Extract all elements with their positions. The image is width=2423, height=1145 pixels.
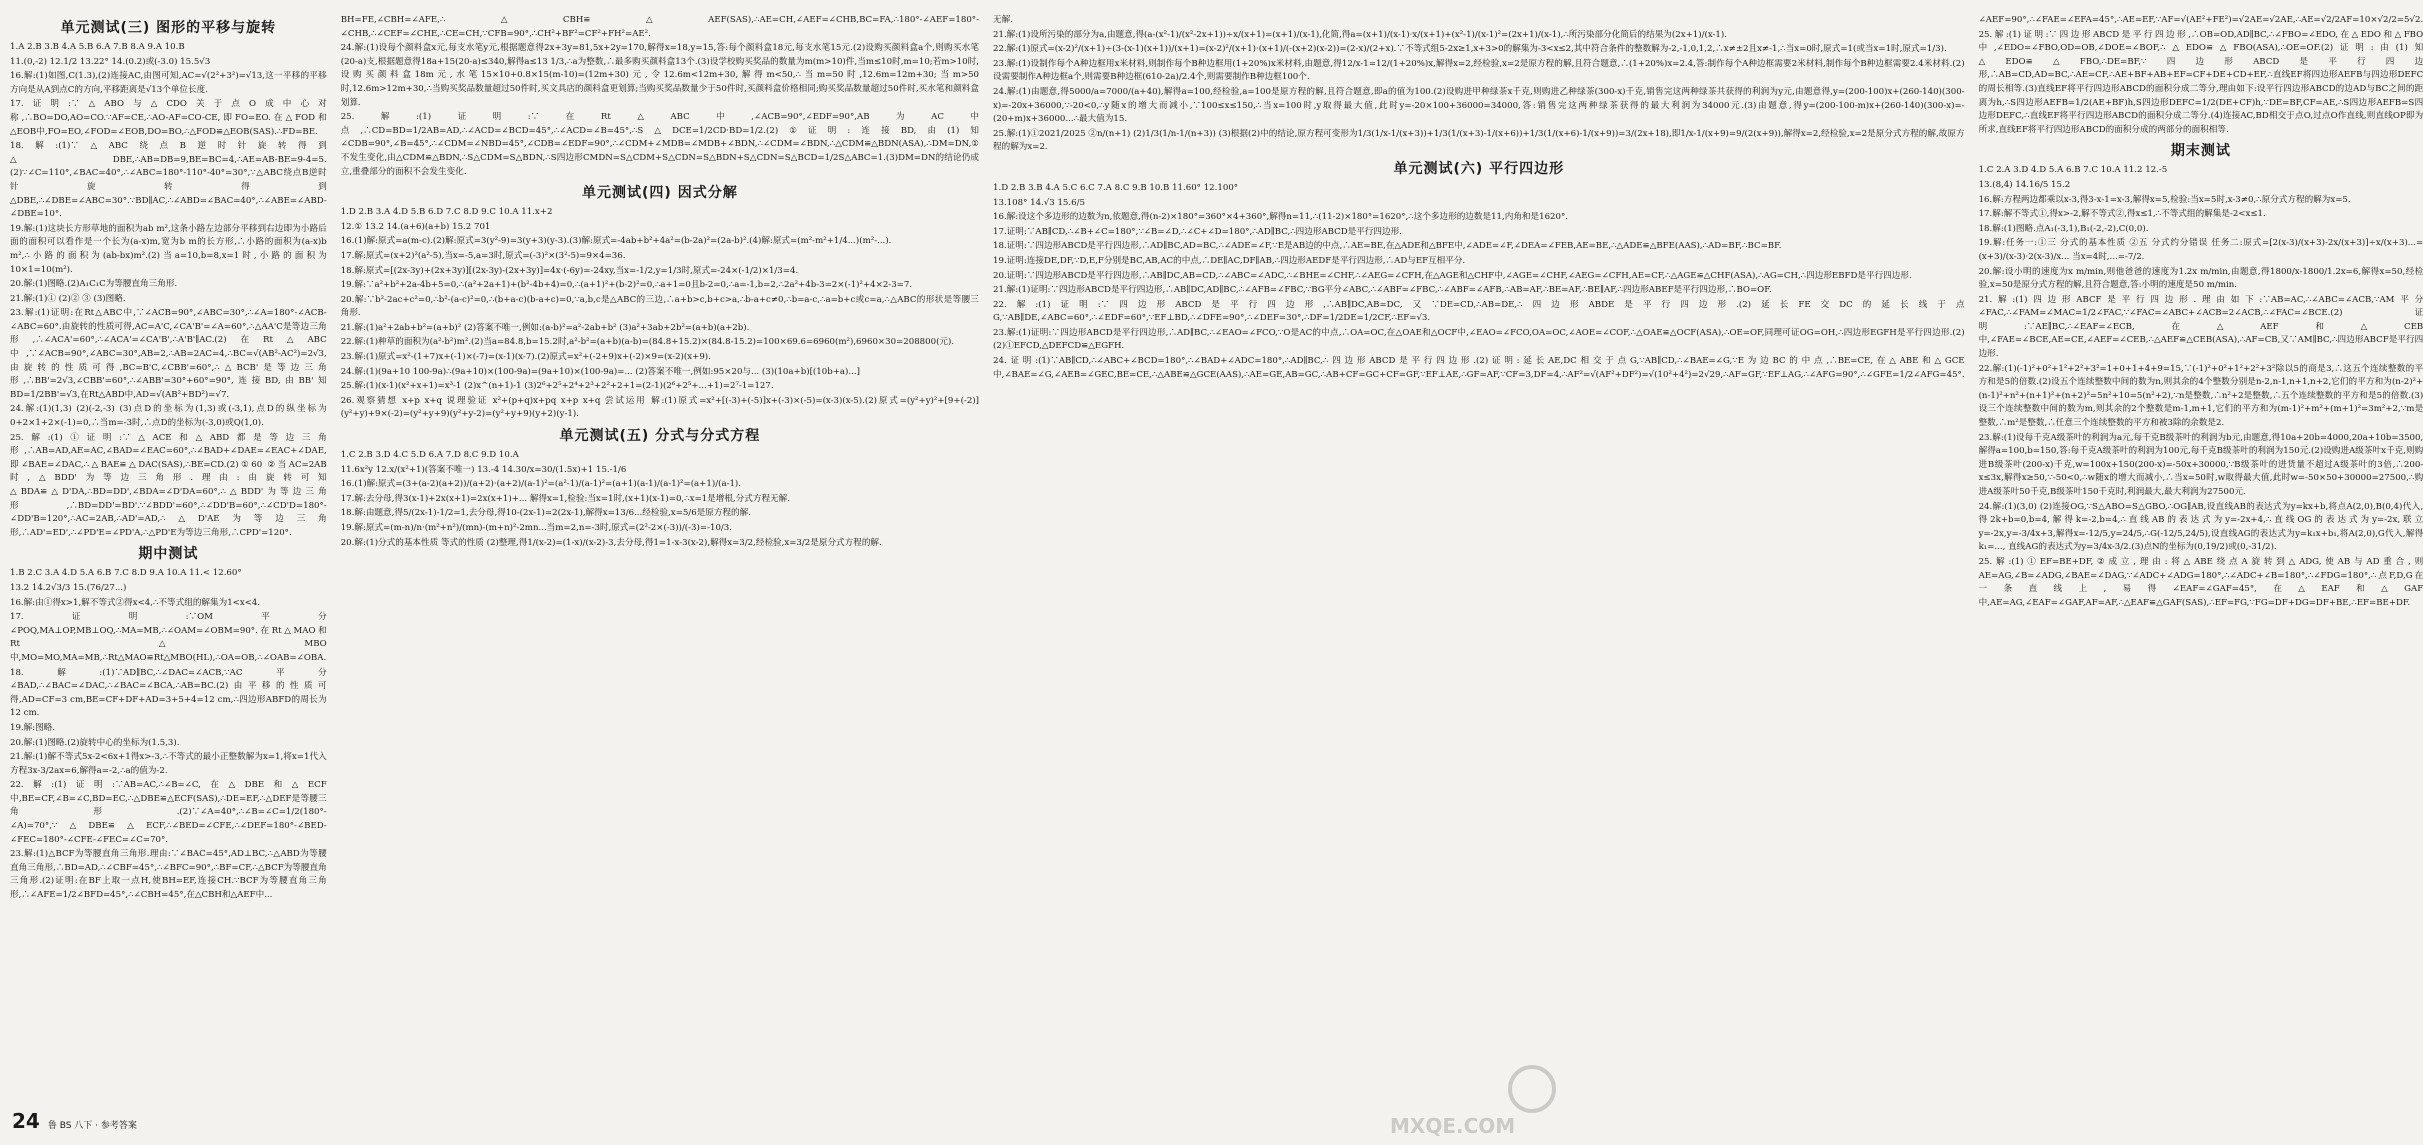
answer-paragraph: 20.解:∵b²-2ac+c²=0,∴b²-(a-c)²=0,∴(b+a-c)(b-a+c)=0,∵a,b,c是△ABC的三边,∴a+b>c,b+c>a,∴b-a+c≠0,∴b=a-c,∴a=b+c或c=a,∴△ABC的形状是等腰三角形. [340,294,980,319]
page-number: 24 [12,1109,40,1133]
answer-paragraph: 19.解:∵a²+b²+2a-4b+5=0,∴(a²+2a+1)+(b²-4b+4)=0,∴(a+1)²+(b-2)²=0,∴a+1=0且b-2=0,∴a=-1,b=2,∴2a²+4b-3=2×(-1)²+4×2-3=7. [340,280,913,291]
column-3 [993,14,1965,1145]
answer-paragraph: 16.(1)解:原式=(3+(a-2)(a+2))/(a+2)·(a+2)/(a-1)²=(a²-1)/(a-1)²=(a+1)(a-1)/(a-1)²=(a+1)/(a-1). [340,479,742,490]
answer-paragraph: 17.证明:∵△ABO与△CDO关于点O成中心对称,∴BO=DO,AO=CO.∵AF=CE,∴AO-AF=CO-CE,即FO=EO.在△FOD和△EOB中,FO=EO,∠FOD=∠EOB,DO=BO,∴△FOD≌△EOB(SAS).∴FD=BE. [10,99,327,137]
answer-paragraph: 23.解:(1)证明:∵四边形ABCD是平行四边形,∴AD∥BC,∴∠EAO=∠FCO,∵O是AC的中点,∴OA=OC,在△OAE和△OCF中,∠EAO=∠FCO,OA=OC,∠AOE=∠COF,∴△OAE≌△OCF(ASA),∴OE=OF,同理可证OG=OH,∴四边形EGFH是平行四边形.(2)(2)①EFCD,△DEFCD≌△EGFH. [993,327,1965,352]
answer-paragraph: 25.解:(1)①2021/2025 ②n/(n+1) (2)1/3(1/n-1/(n+3)) (3)根据(2)中的结论,原方程可变形为1/3(1/x-1/(x+3))+1/3(1/(x+3)-1/(x+6))+1/3(1/(x+6)-1/(x+9))=3/(2x+18),即1/x-1/(x+9)=9/(2(x+9)),解得x=2,经检验,x=2是原分式方程的解,故原方程的解为x=2. [993,128,1965,153]
answer-paragraph: 19.证明:连接DE,DF,∵D,E,F分别是BC,AB,AC的中点,∴DE∥AC,DF∥AB,∴四边形AEDF是平行四边形,∴AD与EF互相平分. [993,255,1466,266]
answer-paragraph: 23.解:(1)设制作每个A种边框用x米材料,则制作每个B种边框用(1+20%)x米材料,由题意,得12/x-1=12/(1+20%)x,解得x=2,经检验,x=2是原方程的解,且符合题意,∴(1+20%)x=2.4,答:制作每个A种边框需要2米材料,制作每个B种边框需要2.4米材料.(2)设需要制作A种边框a个,则需要B种边框(610-2a)/2.4个,则需要制作B种边框100个. [993,58,1965,83]
watermark-domain: MXQE.COM [1390,1114,1516,1138]
answer-paragraph: 无解. [993,15,1013,25]
answer-paragraph: 17.证明:∵OM平分∠POQ,MA⊥OP,MB⊥OQ,∴MA=MB,∴∠OAM=∠OBM=90°.在Rt△MAO和Rt△MBO中,MO=MO,MA=MB,∴Rt△MAO≌Rt△MBO(HL),∴OA=OB,∴∠OAB=∠OBA. [10,612,327,663]
answer-paragraph: 11.(0,-2) 12.1/2 13.22° 14.(0.2)或(-3.0) 15.5√3 [10,56,211,67]
answer-paragraph: 23.解:(1)△BCF为等腰直角三角形.理由:∵∠BAC=45°,AD⊥BC,∴△ABD为等腰直角三角形,∴BD=AD,∴∠CBF=45°,∴∠BFC=90°,∴BF=CF,∴△BCF为等腰直角三角形.(2)证明:在BF上取一点H,使BH=EF,连接CH.∵BCF为等腰直角三角形,∴∠AFE=1/2∠BFD=45°,∴∠CBH=45°,在△CBH和△AEF中... [10,849,327,901]
section-heading: 期末测试 [2170,143,2231,160]
answer-paragraph: 18.解:(1)∵AD∥BC,∴∠DAC=∠ACB,∵AC平分∠BAD,∴∠BAC=∠DAC,∴∠BAC=∠BCA,∴AB=BC.(2)由平移的性质可得,AD=CF=3 cm,BE=CF+DF+AD=3+5+4=12 cm,∴四边形ABFD的周长为12 cm. [10,667,327,719]
answer-paragraph: 16.解:方程两边都乘以x-3,得3-x-1=x-3,解得x=5,检验:当x=5时,x-3≠0,∴原分式方程的解为x=5. [1978,194,2351,205]
answer-paragraph: 1.A 2.B 3.B 4.A 5.B 6.A 7.B 8.A 9.A 10.B [10,42,185,52]
column-2 [341,14,979,1145]
answer-paragraph: 18.解:原式=[(2x-3y)+(2x+3y)][(2x-3y)-(2x+3y)]=4x·(-6y)=-24xy,当x=-1/2,y=1/3时,原式=-24×(-1/2)×1/3=4. [340,265,799,276]
answer-paragraph: 19.解:图略. [10,722,56,733]
answer-paragraph: 21.解:(1)a²+2ab+b²=(a+b)² (2)答案不唯一,例如:(a-b)²=a²-2ab+b² (3)a²+3ab+2b²=(a+b)(a+2b). [340,322,750,333]
answer-paragraph: 1.D 2.B 3.A 4.D 5.B 6.D 7.C 8.D 9.C 10.A 11.x+2 [340,207,553,218]
answer-paragraph: 24.解:(1)(3,0) (2)连接OG,∵S△ABO=S△GBO,∴OG∥AB,设直线AB的表达式为y=kx+b,将点A(2,0),B(0,4)代入,得2k+b=0,b=4,解得k=-2,b=4,∴直线AB的表达式为y=-2x+4,∴直线OG的表达式为y=-2x,联立y=-2x,y=-3/4x+3,解得x=-12/5,y=24/5,∴G(-12/5,24/5),设直线AG的表达式为y=k₁x+b₁,将A(2,0),G代入,解得k₁=..., 直线AG的表达式为y=3/4x-3/2.(3)点N的坐标为(0,19/2)或(0,-31/2). [1978,501,2423,553]
answer-paragraph: 19.解:任务一:①三 分式的基本性质 ②五 分式约分错误 任务二:原式=[2(x-3)/(x+3)-2x/(x+3)]÷x/(x+3)...=(x+3)/(x-3)·2(x-3)/x... 当x=4时,...=-7/2. [1978,238,2423,262]
answer-paragraph: 22.解:(1)(-1)²+0²+1²+2²+3²=1+0+1+4+9=15,∵(-1)²+0²+1²+2²+3²除以5的商是3,∴这五个连续整数的平方和是5的倍数.(2)设五个连续整数中间的数为n,则其余的4个整数分别是n-2,n-1,n+1,n+2,它们的平方和为(n-2)²+(n-1)²+n²+(n+1)²+(n+2)²=5n²+10=5(n²+2),∵n是整数,∴n²+2是整数,∴五个连续整数的平方和是5的倍数.(3)设三个连续整数中间的数为m,则其余的2个整数是m-1,m+1,它们的平方和为(m-1)²+m²+(m+1)²=3m²+2,∵m是整数,∴m²是整数,∴任意三个连续整数的平方和被3除的余数是2. [1978,363,2423,429]
answer-paragraph: 11.6x²y 12.x/(x²+1)(答案不唯一) 13.-4 14.30/x=30/(1.5x)+1 15.-1/6 [340,464,627,475]
answer-paragraph: 24.解:(1)(9a+10 100-9a)∴(9a+10)×(100-9a)=(9a+10)×(100-9a)=... (2)答案不唯一,例如:95×20与... (3)(10a+b)[(10b+a)...] [340,366,860,377]
answer-paragraph: 25.解:(1)证明:∵在Rt△ABC中,∠ACB=90°,∠EDF=90°,AB为AC中点,∴CD=BD=1/2AB=AD,∴∠ACD=∠BCD=45°,∴∠ACD=∠B=45°,∴S△DCE=1/2CD·BD=1/2.(2)①证明:连接BD,由(1)知∠CDB=90°,∠B=45°,∴∠CDM=∠NBD=45°,∠CDB=∠EDF=90°,∴∠CDM+∠MDB=∠MDB+∠BDN,∴∠CDM=∠BDN,∴△CDM≌△BDN(ASA),∴DM=DN,①不发生变化,由△CDM≌△BDN,∴S△CDM=S△BDN,∴S四边形CMDN=S△CDM+S△CDN=S△BDN+S△CDN=S△BCD=1/2S△ABC=1.(3)DM=DN的结论仍成立,重叠部分的面积不会发生变化. [340,112,980,177]
answer-paragraph: 23.解:(1)原式=x²-(1+7)x+(-1)×(-7)=(x-1)(x-7).(2)原式=x²+(-2+9)x+(-2)×9=(x-2)(x+9). [340,352,711,363]
answer-paragraph: 20.解:(1)分式的基本性质 等式的性质 (2)整理,得1/(x-2)=(1-x)/(x-2)-3,去分母,得1=1-x-3(x-2),解得x=3/2,经检验,x=3/2是原分式方程的解. [340,537,882,548]
answer-paragraph: 12.① 13.2 14.(a+6)(a+b) 15.2 701 [340,221,491,232]
answer-paragraph: 19.解:原式=(m-n)/n·(m²+n²)/(mn)-(m+n)²-2mn...当m=2,n=-3时,原式=(2²-2×(-3))/(-3)=-10/3. [340,523,733,533]
answer-paragraph: 26.观察猜想 x+p x+q 说理验证 x²+(p+q)x+pq x+p x+q 尝试运用 解:(1)原式=x²+[(-3)+(-5)]x+(-3)×(-5)=(x-3)(x-5).(2)原式=(y²+y)²+[9+(-2)](y²+y)+9×(-2)=(y²+y+9)(y²+y-2)=(y²+y+9)(y+2)(y-1). [340,395,980,420]
answer-paragraph: 16.解:由①得x>1,解不等式②得x<4,∴不等式组的解集为1<x<4. [10,597,261,608]
answer-paragraph: BH=FE,∠CBH=∠AFE,∴△CBH≌△AEF(SAS),∴AE=CH,∠AEF=∠CHB,BC=FA,∴180°-∠AEF=180°-∠CHB,∴∠CEF=∠CHE,∴CE=CH,∵CFB=90°,∴CH²+BF²=CF²+FH²=AE². [340,15,980,39]
answer-paragraph: 13.108° 14.√3 15.6/5 [993,197,1085,208]
answer-paragraph: 17.证明:∵AB∥CD,∴∠B+∠C=180°,∵∠B=∠D,∴∠C+∠D=180°,∴AD∥BC,∴四边形ABCD是平行四边形. [993,226,1402,237]
answer-paragraph: 25.解:(1)证明:∵四边形ABCD是平行四边形,∴OB=OD,AD∥BC,∴∠FBO=∠EDO,在△EDO和△FBO中,∠EDO=∠FBO,OD=OB,∠DOE=∠BOF,∴△EDO≌△FBO(ASA),∴OE=OF.(2)证明:由(1)知△EDO≌△FBO,∴DE=BF,∵四边形ABCD是平行四边形,∴AB=CD,AD=BC,∴AE=CF,∴AE+BF+AB+EF=CF+DE+CD+EF,∴直线EF将四边形AEFB与四边形DEFC的周长相等.(3)直线EF将平行四边形ABCD的面积分成二等分,理由如下:设平行四边形ABCD的边AD与BC之间的距离为h,∴S四边形AEFB=1/2(AE+BF)h,S四边形DEFC=1/2(DE+CF)h,∵DE=BF,CF=AE,∴S四边形AEFB=S四边形DEFC,∴直线EF将平行四边形ABCD的面积分成二等分.(4)连接AC,BD相交于点O,过点O作直线,则直线OP即为所求,直线EF将平行四边形ABCD的面积分成的两部分的面积相等. [1978,29,2423,135]
answer-paragraph: 24.解:(1)由题意,得5000/a=7000/(a+40),解得a=100,经检验,a=100是原方程的解,且符合题意,即a的值为100.(2)设购进甲种绿茶x千克,则购进乙种绿茶(300-x)千克,销售完这两种绿茶共获得的利润为y元,由题意得,y=(200-100)x+(260-140)(300-x)=-20x+36000,∵-20<0,∴y随x的增大而减小,∵100≤x≤150,∴当x=100时,y取得最大值,此时y=-20×100+36000=34000,答:销售完这两种绿茶获得的最大利润为34000元.(3)由题意,得y=(200-100-m)x+(260-140)(300-x)=-(20+m)x+36000...∴最大值为15. [993,86,1965,125]
watermark-logo [1382,1059,1582,1139]
answer-paragraph: 21.解:(1)设所污染的部分为a,由题意,得(a-(x²-1)/(x²-2x+1))÷x/(x+1)=(x+1)/(x-1),化简,得a=(x+1)/(x-1)·x/(x+1)+(x²-1)/(x-1)²=(2x+1)/(x-1),∴所污染部分化简后的结果为(2x+1)/(x-1). [993,29,1727,40]
answer-paragraph: 23.解:(1)证明:在Rt△ABC中,∵∠ACB=90°,∠ABC=30°,∴∠A=180°-∠ACB-∠ABC=60°.由旋转的性质可得,AC=A'C,∠CA'B'=∠A=60°,∴△AA'C是等边三角形,∴∠ACA'=60°,∴∠ACA'=∠CA'B',∴A'B'∥AC.(2)在Rt△ABC中,∵∠ACB=90°,∠ABC=30°,AB=2,∴AB=2AC=4,∴BC=√(AB²-AC²)=2√3,由旋转的性质可得,BC=B'C,∠CBB'=60°,∴△BCB'是等边三角形,∴BB'=2√3,∠CBB'=60°,∴∠ABB'=30°+60°=90°,连接BD,由BB'知BD=1/2BB'=√3,在Rt△ABD中,AD=√(AB²+BD²)=√7. [10,308,327,400]
section-heading: 单元测试(四) 因式分解 [582,185,738,202]
footer-label: 鲁 BS 八下 · 参考答案 [47,1121,137,1131]
answer-paragraph: 22.解:(1)证明:∵四边形ABCD是平行四边形,∴AB∥DC,AB=DC,又∵DE=CD,∴AB=DE,∴四边形ABDE是平行四边形.(2)延长FE交DC的延长线于点G,∵AB∥DE,∠ABC=60°,∴∠EDF=60°,∵EF⊥BD,∴∠DFE=90°,∴∠DEF=30°,∴DF=1/2DE=1/2CF,∴EF=√3. [993,299,1965,324]
answer-paragraph: 20.证明:∵四边形ABCD是平行四边形,∴AB∥DC,AB=CD,∴∠ABC=∠ADC,∴∠BHE=∠CHF,∴∠AEG=∠CFH,在△AGE和△CHF中,∠AGE=∠CHF,∠AEG=∠CFH,AE=CF,∴△AGE≌△CHF(ASA),∴AG=CH,∴四边形EBFD是平行四边形. [993,270,1912,281]
answer-paragraph: 18.解:(1)∵△ABC绕点B逆时针旋转得到△DBE,∴AB=DB=9,BE=BC=4,∴AE=AB-BE=9-4=5.(2)∵∠C=110°,∠BAC=40°,∴∠ABC=180°-110°-40°=30°,∵△ABC绕点B逆时针旋转得到△DBE,∴∠DBE=∠ABC=30°.∵BD∥AC,∴∠ABD=∠BAC=40°,∴∠ABE=∠ABD-∠DBE=10°. [10,141,327,220]
answer-paragraph: 21.解:(1)证明:∵四边形ABCD是平行四边形,∴AB∥DC,AD∥BC,∴∠AFB=∠FBC,∵BG平分∠ABC,∴∠ABF=∠FBC,∴∠ABF=∠AFB,∴AB=AF,∴BE=AF,∴BE∥AF,∴四边形ABEF是平行四边形,∴BO=OF. [993,285,1772,296]
answer-paragraph: 1.B 2.C 3.A 4.D 5.A 6.B 7.C 8.D 9.A 10.A 11.< 12.60° [10,568,242,579]
answer-paragraph: 13.(8,4) 14.16/5 15.2 [1978,179,2071,190]
answer-paragraph: 20.解:(1)图略.(2)旋转中心的坐标为(1.5,3). [10,737,180,748]
answer-paragraph: 24.解:(1)(1,3) (2)(-2,-3) (3)点D的坐标为(1,3)或(-3,1),点D的纵坐标为0+2×1+2×(-1)=0,∴当m=-3时,∴点D的坐标为(-3,0)或Q(1,0). [10,404,327,429]
section-heading: 单元测试(五) 分式与分式方程 [559,428,761,445]
answer-paragraph: 20.解:(1)图略.(2)A₁C₁C为等腰直角三角形. [10,279,178,290]
answer-paragraph: 25.解:(1)①EF=BE+DF,②成立,理由:将△ABE绕点A旋转到△ADG,使AB与AD重合,则AE=AG,∠B=∠ADG,∠BAE=∠DAG,∵∠ADC+∠ADG=180°,∴∠ADC+∠B=180°,∴∠FDG=180°,∴点F,D,G在一条直线上,易得∠EAF=∠GAF=45°,在△EAF和△GAF中,AE=AG,∠EAF=∠GAF,AF=AF,∴△EAF≌△GAF(SAS),∴EF=FG,∵FG=DF+DG=DF+BE,∴EF=BE+DF. [1978,556,2423,608]
answer-paragraph: 25.解:(1)①证明:∵△ACE和△ABD都是等边三角形,∴AB=AD,AE=AC,∠BAD=∠EAC=60°,∴∠BAD+∠DAE=∠EAC+∠DAE,即∠BAE=∠DAC,∴△BAE≌△DAC(SAS),∴BE=CD.(2)①60 ②当AC=2AB时,△BDD'为等边三角形.理由:由旋转可知△BDA≌△D'DA,∴BD=DD',∠BDA=∠D'DA=60°,∴△BDD'为等边三角形,∴BD=DD'=BD'.∵∠BDD'=60°,∴∠DD'B=60°,∴∠CD'D=180°-∠DD'B=120°,∴AC=2AB,∴AD'=AD,∴△D'AE为等边三角形,∴AD'=ED',∴∠PD'E=∠PD'A,∴△PD'E为等边三角形,∴CPD'=120°. [10,432,327,538]
answer-paragraph: 16.(1)解:原式=a(m-c).(2)解:原式=3(y²-9)=3(y+3)(y-3).(3)解:原式=-4ab+b²+4a²=(b-2a)²=(2a-b)².(4)解:原式=(m²-m²+1/4...)(m²-...). [340,236,892,247]
answer-paragraph: 1.D 2.B 3.B 4.A 5.C 6.C 7.A 8.C 9.B 10.B 11.60° 12.100° [993,182,1239,193]
answer-paragraph: 13.2 14.2√3/3 15.(76/27...) [10,582,127,593]
answer-paragraph: 24.证明:(1)∵AB∥CD,∴∠ABC+∠BCD=180°,∴∠BAD+∠ADC=180°,∴AD∥BC,∴四边形ABCD是平行四边形.(2)证明:延长AE,DC相交于点G,∵AB∥CD,∴∠BAE=∠G,∵E为边BC的中点,∴BE=CE,在△ABE和△GCE中,∠BAE=∠G,∠AEB=∠GEC,BE=CE,∴△ABE≌△GCE(AAS),∴AE=GE,AB=GC,∴AB+CF=GC+CF=GF,∵EF⊥AE,∴GF=AF,∵CF=3,DF=4,∴AF²=√(AF²+DF²)=√(10²+4²)=2√29,∴AF=GF,∵EF⊥AG,∴∠AFG=90°,∴∠GFE=1/2∠AFG=45°. [993,356,1965,380]
answer-paragraph: 22.解:(1)原式=(x-2)²/(x+1)÷(3-(x-1)(x+1))/(x+1)=(x-2)²/(x+1)·(x+1)/(-(x+2)(x-2))=(2-x)/(2+x).∵不等式组5-2x≥1,x+3>0的解集为-3<x≤2,其中符合条件的整数解为-2,-1,0,1,2,∴x≠±2且x≠-1,∴当x=0时,原式=1(或当x=1时,原式=1/3). [993,44,1947,55]
answer-paragraph: 22.解:(1)证明:∵AB=AC,∴∠B=∠C,在△DBE和△ECF中,BE=CF,∠B=∠C,BD=EC,∴△DBE≌△ECF(SAS),∴DE=EF,∴△DEF是等腰三角形.(2)∵∠A=40°,∴∠B=∠C=1/2(180°-∠A)=70°,∵△DBE≌△ECF,∴∠BED=∠CFE,∴∠DEF=180°-∠BED-∠FEC=180°-∠CFE-∠FEC=∠C=70°. [10,780,327,845]
column-4 [1979,14,2423,1145]
section-heading: 单元测试(三) 图形的平移与旋转 [60,20,277,36]
answer-paragraph: 21.解:(1)四边形ABCF是平行四边形.理由如下:∵AB=AC,∴∠ABC=∠ACB,∵AM平分∠FAC,∴∠FAM=∠MAC=1/2∠FAC,∵∠FAC=∠ABC+∠ACB=2∠ACB,∴∠FAC=∠BCE.(2)证明:∵AE∥BC,∴∠EAF=∠ECB,在△AEF和△CEB中,∠FAE=∠BCE,AE=CE,∠AEF=∠CEB,∴△AEF≌△CEB(ASA),∴AF=CB,又∵AM∥BC,∴四边形ABCF是平行四边形. [1978,294,2423,360]
section-heading: 期中测试 [138,546,199,563]
answer-paragraph: 18.证明:∵四边形ABCD是平行四边形,∴AD∥BC,AD=BC,∴∠ADE=∠F,∵E是AB边的中点,∴AE=BE,在△ADE和△BFE中,∠ADE=∠F,∠DEA=∠FEB,AE=BE,∴△ADE≌△BFE(AAS),∴AD=BF,∴BC=BF. [993,241,1782,252]
answer-paragraph: 18.解:由题意,得5/(2x-1)-1/2=1,去分母,得10-(2x-1)=2(2x-1),解得x=13/6...经检验,x=5/6是原方程的解. [340,508,751,519]
answer-paragraph: 23.解:(1)设每千克A级茶叶的利润为a元,每千克B级茶叶的利润为b元,由题意,得10a+20b=4000,20a+10b=3500,解得a=100,b=150,答:每千克A级茶叶的利润为100元,每千克B级茶叶的利润为150元.(2)设购进A级茶叶x千克,则购进B级茶叶(200-x)千克,w=100x+150(200-x)=-50x+30000,∵B级茶叶的进货量不超过A级茶叶的3倍,∴200-x≤3x,解得x≥50,∵-50<0,∴w随x的增大而减小,∴当x=50时,w取得最大值,此时w=-50×50+30000=27500,∴购进A级茶叶50千克,B级茶叶150千克时,利润最大,最大利润为27500元. [1978,432,2423,497]
answer-paragraph: 17.解:原式=(x+2)²(a²-5),当x=-5,a=3时,原式=(-3)²×(3²-5)=9×4=36. [340,250,626,261]
answer-paragraph: 25.解:(1)(x-1)(x²+x+1)=x³-1 (2)x^(n+1)-1 (3)2⁶+2⁵+2⁴+2³+2²+2+1=(2-1)(2⁶+2⁵+...+1)=2⁷-1=127. [340,381,774,392]
answer-paragraph: ∠AEF=90°,∴∠FAE=∠EFA=45°,∴AE=EF,∵AF=√(AE²+FE²)=√2AE=√2AE,∴AE=√2/2AF=10×√2/2=5√2. [1978,15,2423,25]
answer-paragraph: 21.解:(1)解不等式5x-2<6x+1得x>-3,∴不等式的最小正整数解为x=1,将x=1代入方程3x-3/2ax=6,解得a=-2,∴a的值为-2. [10,752,327,776]
column-1 [10,14,327,1145]
answer-paragraph: 16.解:设这个多边形的边数为n,依题意,得(n-2)×180°=360°×4+360°,解得n=11,∴(11-2)×180°=1620°,∴这个多边形的边数是11,内角和是1620°. [993,212,1569,223]
section-heading: 单元测试(六) 平行四边形 [1393,160,1565,177]
answer-paragraph: 16.解:(1)如图,C(1.3),(2)连接AC,由图可知,AC=√(2²+3²)=√13,这一平移的平移方向是从A到点C的方向,平移距离是√13个单位长度. [10,71,327,95]
answer-paragraph: 1.C 2.A 3.D 4.D 5.A 6.B 7.C 10.A 11.2 12.-5 [1978,165,2168,176]
answer-paragraph: 21.解:(1)① (2)② ③ (3)图略. [10,293,126,304]
answer-paragraph: 20.解:设小明的速度为x m/min,则他爸爸的速度为1.2x m/min,由题意,得1800/x-1800/1.2x=6,解得x=50,经检验,x=50是原分式方程的解,且符合题意,答:小明的速度是50 m/min. [1978,266,2423,291]
answer-paragraph: 18.解:(1)图略.点A₁(-3,1),B₁(-2,-2),C(0,0). [1978,223,2149,234]
answer-paragraph: 19.解:(1)这块长方形草地的面积为ab m²,这条小路左边部分平移到右边即为小路后面的面积可以看作是一个长为(a-x)m,宽为b m的长方形,∴小路的面积为(a-x)b m²,∴小路的面积为(ab-bx)m².(2)当a=10,b=8,x=1时,小路的面积为10×1=10(m²). [10,223,327,275]
page-footer [12,1109,137,1133]
answer-paragraph: 24.解:(1)设每个颜料盒x元,每支水笔y元,根据题意得2x+3y=81,5x+2y=170,解得x=18,y=15,答:每个颜料盒18元,每支水笔15元.(2)设购买颜料盒a个,则购买水笔(20-a)支,根据题意得18a+15(20-a)≤340,解得a≤13 1/3,∴a为整数,∴最多购买颜料盒13个.(3)设学校购买奖品的数量为m(m>10)件,当m≤10时,m=10;若m>10时,设购买颜料盒18m元,水笔15×10+0.8×15(m-10)=(12m+30)元,令12.6m<12m+30,解得m<50,∴当m=50时,12.6m=12m+30;当m>50时,12.6m>12m+30,∴当购买奖品数量超过50件时,买文具店的颜料盒更划算;当购买奖品数量少于50件时,买颜料盒价格相同;购买奖品数量超过50件时,买水笔和颜料盒划算. [340,43,980,108]
answer-paragraph: 17.解:去分母,得3(x-1)+2x(x+1)=2x(x+1)+... 解得x=1,检验:当x=1时,(x+1)(x-1)=0,∴x=1是增根,分式方程无解. [340,493,790,504]
answer-paragraph: 17.解:解不等式①,得x>-2,解不等式②,得x≤1,∴不等式组的解集是-2<x≤1. [1978,209,2266,220]
answer-paragraph: 22.解:(1)种草的面积为(a²-b²)m².(2)当a=84.8,b=15.2时,a²-b²=(a+b)(a-b)=(84.8+15.2)×(84.8-15.2)=100×69.6=6960(m²),6960×30=208800(元). [340,337,955,348]
answer-paragraph: 1.C 2.B 3.D 4.C 5.D 6.A 7.D 8.C 9.D 10.A [340,450,519,461]
